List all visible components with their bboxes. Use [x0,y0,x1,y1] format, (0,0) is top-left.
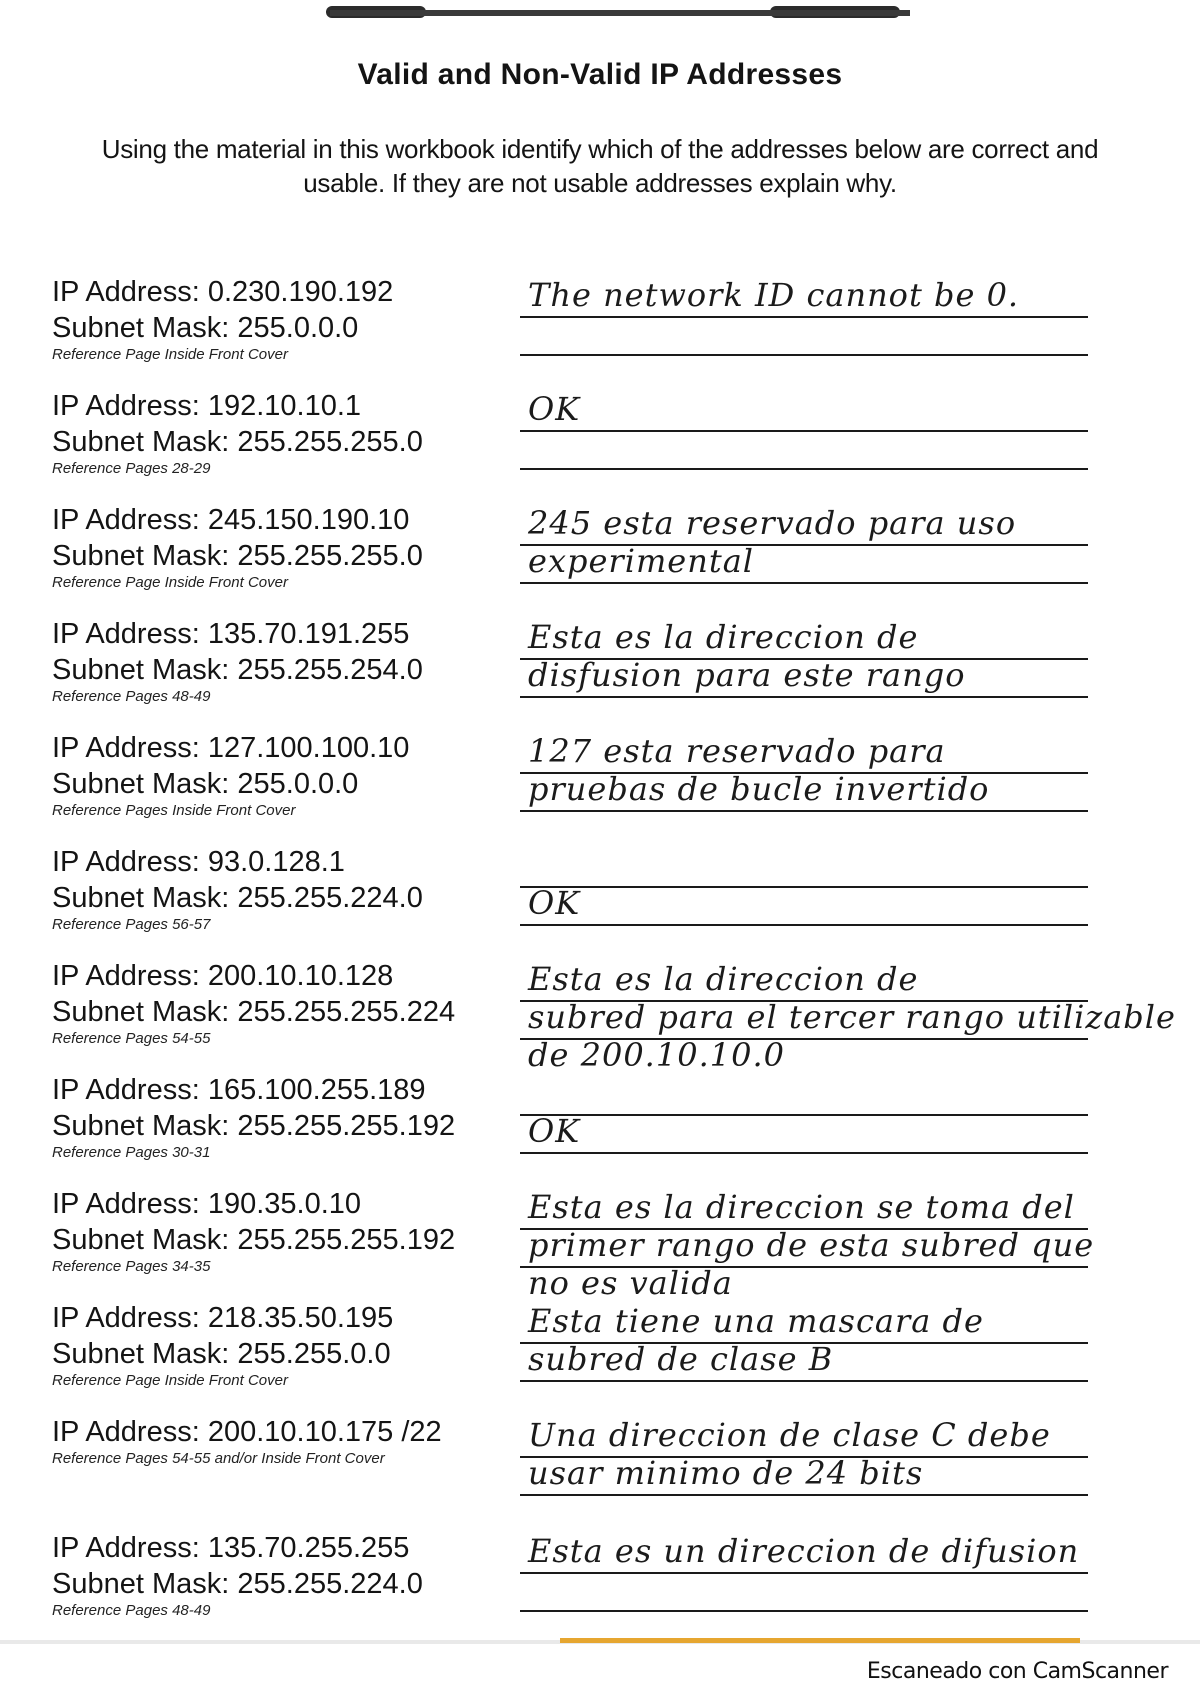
handwritten-answer[interactable]: Esta es la direccion se toma del [528,1188,1075,1226]
instructions-text: Using the material in this workbook identify which of the addresses below are correct and usable. If they are not usable addresses explain why. [101,134,1099,198]
answer-rule [520,1114,1088,1116]
ip-address-label: IP Address: 200.10.10.128 [52,960,394,992]
subnet-mask-label: Subnet Mask: 255.255.224.0 [52,882,423,914]
handwritten-answer[interactable]: experimental [528,542,754,580]
subnet-mask-label: Subnet Mask: 255.255.254.0 [52,654,423,686]
reference-note: Reference Pages 54-55 [52,1030,211,1047]
address-entry [52,844,492,933]
answer-rule [520,1380,1088,1382]
subnet-mask-label: Subnet Mask: 255.255.0.0 [52,1338,391,1370]
subnet-mask-label: Subnet Mask: 255.255.255.192 [52,1110,456,1142]
answer-rule [520,1572,1088,1574]
answer-rule [520,696,1088,698]
answer-rule [520,354,1088,356]
ip-address-label: IP Address: 135.70.255.255 [52,1532,410,1564]
subnet-mask-label: Subnet Mask: 255.255.255.224 [52,996,456,1028]
reference-note: Reference Pages 48-49 [52,688,211,705]
handwritten-answer[interactable]: de 200.10.10.0 [528,1036,785,1074]
handwritten-answer[interactable]: primer rango de esta subred que [528,1226,1095,1264]
subnet-mask-label: Subnet Mask: 255.255.255.0 [52,426,423,458]
answer-rule [520,810,1088,812]
handwritten-answer[interactable]: Esta es la direccion de [528,618,919,656]
reference-note: Reference Pages 48-49 [52,1602,211,1619]
address-entry [52,1072,492,1161]
address-entry [52,958,492,1047]
reference-note: Reference Pages 54-55 and/or Inside Front Cover [52,1450,385,1467]
handwritten-answer[interactable]: usar minimo de 24 bits [528,1454,924,1492]
handwritten-answer[interactable]: 127 esta reservado para [528,732,946,770]
handwritten-answer[interactable]: no es valida [528,1264,733,1302]
scanner-watermark: Escaneado con CamScanner [866,1659,1168,1684]
handwritten-answer[interactable]: OK [528,390,581,428]
reference-note: Reference Pages 30-31 [52,1144,211,1161]
answer-rule [520,1152,1088,1154]
handwritten-answer[interactable]: OK [528,1112,581,1150]
address-entry [52,1530,492,1619]
subnet-mask-label: Subnet Mask: 255.0.0.0 [52,312,359,344]
answer-rule [520,1610,1088,1612]
bottom-tape [560,1638,1080,1643]
handwritten-answer[interactable]: Esta es un direccion de difusion [528,1532,1080,1570]
reference-note: Reference Page Inside Front Cover [52,346,288,363]
reference-note: Reference Pages 28-29 [52,460,211,477]
address-entry [52,502,492,591]
reference-note: Reference Pages 56-57 [52,916,211,933]
answer-rule [520,886,1088,888]
ip-address-label: IP Address: 190.35.0.10 [52,1188,362,1220]
binder-clip-bar [330,10,910,16]
subnet-mask-label: Subnet Mask: 255.0.0.0 [52,768,359,800]
reference-note: Reference Pages Inside Front Cover [52,802,296,819]
ip-address-label: IP Address: 127.100.100.10 [52,732,410,764]
answer-rule [520,582,1088,584]
answer-rule [520,924,1088,926]
answer-rule [520,468,1088,470]
reference-note: Reference Page Inside Front Cover [52,1372,288,1389]
handwritten-answer[interactable]: Una direccion de clase C debe [528,1416,1051,1454]
handwritten-answer[interactable]: subred de clase B [528,1340,834,1378]
subnet-mask-label: Subnet Mask: 255.255.255.0 [52,540,423,572]
ip-address-label: IP Address: 0.230.190.192 [52,276,394,308]
address-entry [52,1414,492,1467]
handwritten-answer[interactable]: Esta tiene una mascara de [528,1302,984,1340]
address-entry [52,1300,492,1389]
address-entry [52,616,492,705]
ip-address-label: IP Address: 165.100.255.189 [52,1074,426,1106]
ip-address-label: IP Address: 200.10.10.175 /22 [52,1416,442,1448]
answer-rule [520,430,1088,432]
handwritten-answer[interactable]: 245 esta reservado para uso [528,504,1017,542]
handwritten-answer[interactable]: subred para el tercer rango utilizable [528,998,1176,1036]
address-entry [52,274,492,363]
handwritten-answer[interactable]: disfusion para este rango [528,656,966,694]
page-title: Valid and Non-Valid IP Addresses [357,58,843,91]
address-entry [52,388,492,477]
subnet-mask-label: Subnet Mask: 255.255.224.0 [52,1568,423,1600]
reference-note: Reference Page Inside Front Cover [52,574,288,591]
address-entry [52,730,492,819]
ip-address-label: IP Address: 135.70.191.255 [52,618,410,650]
handwritten-answer[interactable]: OK [528,884,581,922]
subnet-mask-label: Subnet Mask: 255.255.255.192 [52,1224,456,1256]
handwritten-answer[interactable]: Esta es la direccion de [528,960,919,998]
address-entry [52,1186,492,1275]
reference-note: Reference Pages 34-35 [52,1258,211,1275]
ip-address-label: IP Address: 192.10.10.1 [52,390,362,422]
ip-address-label: IP Address: 245.150.190.10 [52,504,410,536]
ip-address-label: IP Address: 218.35.50.195 [52,1302,394,1334]
answer-rule [520,316,1088,318]
handwritten-answer[interactable]: pruebas de bucle invertido [528,770,990,808]
ip-address-label: IP Address: 93.0.128.1 [52,846,345,878]
answer-rule [520,1494,1088,1496]
handwritten-answer[interactable]: The network ID cannot be 0. [528,276,1020,314]
